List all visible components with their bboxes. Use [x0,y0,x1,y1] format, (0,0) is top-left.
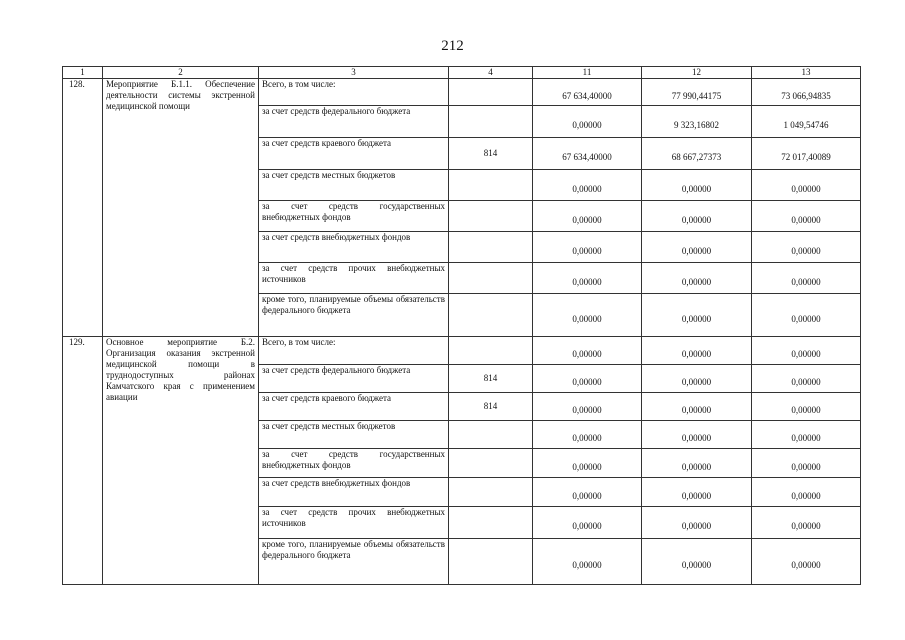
item-name: Мероприятие Б.1.1. Обеспечение деятельности системы экстренной медицинской помощи [103,79,259,337]
value-col-12: 0,00000 [642,337,752,365]
value-col-12: 68 667,27373 [642,138,752,170]
value-col-11: 0,00000 [533,365,642,393]
funding-source: за счет средств государственных внебюджетных фондов [259,449,449,478]
value-col-13: 0,00000 [752,449,861,478]
item-name: Основное мероприятие Б.2. Организация оказания экстренной медицинской помощи в труднодоступных районах Камчатского края с применением авиации [103,337,259,585]
table-row [63,337,861,365]
value-col-11: 0,00000 [533,201,642,232]
value-col-12: 0,00000 [642,365,752,393]
funding-source: кроме того, планируемые объемы обязательств федерального бюджета [259,539,449,585]
value-col-13: 0,00000 [752,201,861,232]
value-col-12: 0,00000 [642,478,752,507]
budget-code [449,337,533,365]
value-col-12: 0,00000 [642,421,752,449]
budget-code [449,478,533,507]
value-col-13: 0,00000 [752,170,861,201]
funding-source: за счет средств краевого бюджета [259,138,449,170]
funding-source: Всего, в том числе: [259,79,449,106]
value-col-11: 0,00000 [533,170,642,201]
column-header: 3 [259,67,449,79]
page-number: 212 [441,38,464,54]
value-col-13: 0,00000 [752,232,861,263]
value-col-12: 0,00000 [642,232,752,263]
value-col-11: 0,00000 [533,507,642,539]
value-col-13: 0,00000 [752,507,861,539]
value-col-13: 0,00000 [752,294,861,337]
value-col-12: 0,00000 [642,294,752,337]
budget-code [449,294,533,337]
budget-code [449,449,533,478]
value-col-11: 0,00000 [533,449,642,478]
funding-source: за счет средств местных бюджетов [259,421,449,449]
funding-source: за счет средств местных бюджетов [259,170,449,201]
value-col-12: 77 990,44175 [642,79,752,106]
funding-source: кроме того, планируемые объемы обязательств федерального бюджета [259,294,449,337]
budget-code [449,79,533,106]
value-col-12: 0,00000 [642,393,752,421]
value-col-11: 0,00000 [533,478,642,507]
column-header: 13 [752,67,861,79]
budget-code [449,539,533,585]
value-col-11: 67 634,40000 [533,79,642,106]
value-col-12: 0,00000 [642,201,752,232]
value-col-13: 73 066,94835 [752,79,861,106]
budget-code [449,170,533,201]
value-col-13: 0,00000 [752,539,861,585]
value-col-12: 0,00000 [642,539,752,585]
column-header: 4 [449,67,533,79]
budget-code [449,106,533,138]
value-col-13: 0,00000 [752,365,861,393]
funding-source: за счет средств внебюджетных фондов [259,232,449,263]
funding-source: Всего, в том числе: [259,337,449,365]
value-col-11: 0,00000 [533,294,642,337]
funding-source: за счет средств краевого бюджета [259,393,449,421]
value-col-13: 72 017,40089 [752,138,861,170]
funding-source: за счет средств государственных внебюджетных фондов [259,201,449,232]
value-col-13: 0,00000 [752,337,861,365]
value-col-13: 0,00000 [752,393,861,421]
column-header: 12 [642,67,752,79]
value-col-13: 0,00000 [752,263,861,294]
value-col-11: 0,00000 [533,393,642,421]
value-col-11: 0,00000 [533,539,642,585]
item-number: 129. [63,337,103,585]
value-col-12: 0,00000 [642,449,752,478]
funding-source: за счет средств внебюджетных фондов [259,478,449,507]
budget-code [449,421,533,449]
value-col-12: 9 323,16802 [642,106,752,138]
value-col-12: 0,00000 [642,170,752,201]
value-col-13: 1 049,54746 [752,106,861,138]
budget-code [449,201,533,232]
budget-table [62,66,861,585]
budget-code: 814 [449,393,533,421]
value-col-12: 0,00000 [642,507,752,539]
table-row [63,79,861,106]
table-body [63,79,861,585]
budget-code: 814 [449,138,533,170]
value-col-12: 0,00000 [642,263,752,294]
column-header: 11 [533,67,642,79]
column-header-row [63,67,861,79]
value-col-11: 0,00000 [533,106,642,138]
value-col-13: 0,00000 [752,421,861,449]
value-col-11: 0,00000 [533,337,642,365]
funding-source: за счет средств федерального бюджета [259,106,449,138]
column-header: 1 [63,67,103,79]
funding-source: за счет средств федерального бюджета [259,365,449,393]
budget-code [449,507,533,539]
value-col-11: 0,00000 [533,232,642,263]
budget-code [449,232,533,263]
funding-source: за счет средств прочих внебюджетных источников [259,507,449,539]
value-col-13: 0,00000 [752,478,861,507]
item-number: 128. [63,79,103,337]
funding-source: за счет средств прочих внебюджетных источников [259,263,449,294]
value-col-11: 0,00000 [533,421,642,449]
column-header: 2 [103,67,259,79]
budget-code: 814 [449,365,533,393]
value-col-11: 67 634,40000 [533,138,642,170]
value-col-11: 0,00000 [533,263,642,294]
budget-code [449,263,533,294]
